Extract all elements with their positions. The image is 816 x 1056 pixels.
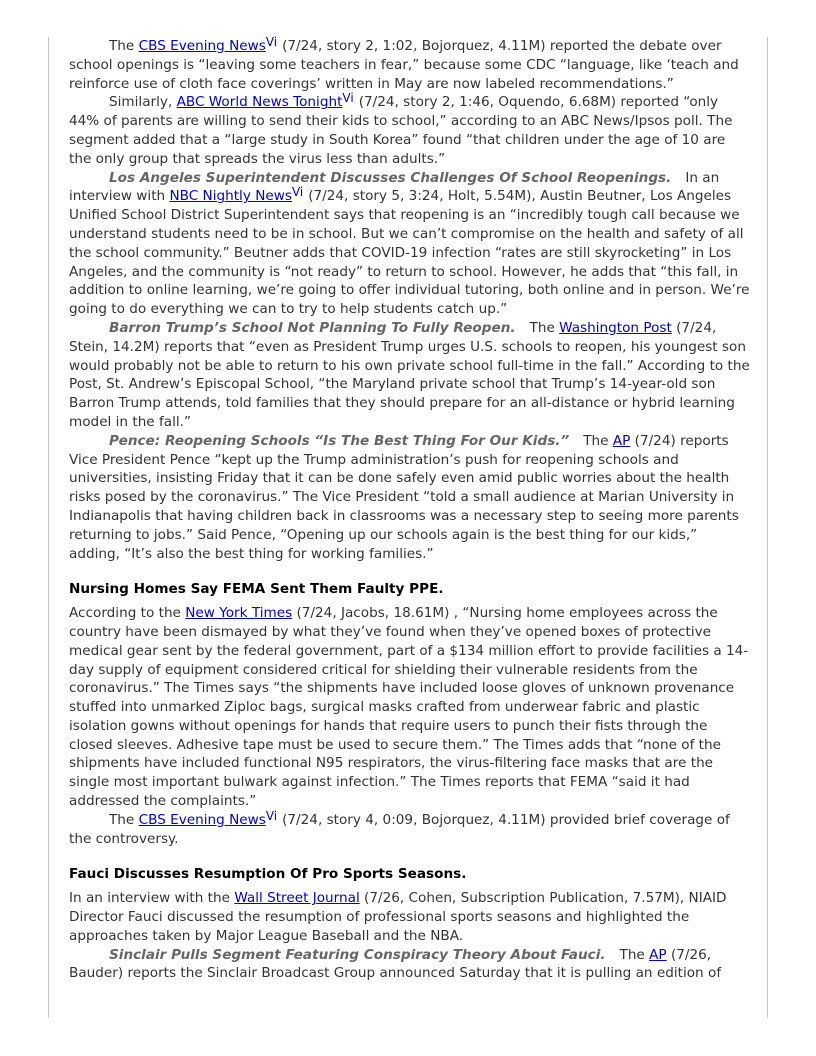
- document-page: [48, 37, 768, 1018]
- paragraph-barron-trump-school: Barron Trump’s School Not Planning To Fully Reopen. The Washington Post (7/24, Stein, 14.2M) reports that “even as President Trump urges U.S. schools to reopen, his youngest son would probably not be able to return to his own private school full-time in the fall.” According to the Post, St. Andrew’s Episcopal School, “the Maryland private school that Trump’s 14-year-old son Barron Trump attends, told families that they should prepare for an all-distance or hybrid learning model in the fall.”: [69, 319, 750, 430]
- link-ap[interactable]: AP: [612, 432, 631, 449]
- section-heading-fauci-sports: Fauci Discusses Resumption Of Pro Sports Seasons.: [69, 866, 467, 883]
- link-cbs-evening-news[interactable]: CBS Evening News: [138, 38, 266, 54]
- video-icon[interactable]: Vi: [265, 808, 278, 823]
- subheading: Barron Trump’s School Not Planning To Fully Reopen.: [109, 319, 516, 336]
- paragraph-cbs-brief-coverage: The CBS Evening News$^{Vi}$ (7/24, story 4, 0:09, Bojorquez, 4.11M) provided brief coverage of the controversy.: [69, 808, 730, 847]
- link-cbs-evening-news[interactable]: CBS Evening News: [138, 811, 266, 828]
- video-icon[interactable]: Vi: [342, 91, 354, 106]
- link-new-york-times[interactable]: New York Times: [185, 605, 293, 622]
- video-icon[interactable]: Vi: [291, 185, 304, 200]
- link-ap[interactable]: AP: [649, 946, 667, 963]
- paragraph-wsj-fauci-interview: In an interview with the Wall Street Journal (7/26, Cohen, Subscription Publication, 7.57M), NIAID Director Fauci discussed the resumption of professional sports seasons and highlighted the approaches taken by Major League Baseball and the NBA.: [69, 890, 727, 944]
- paragraph-la-superintendent: Los Angeles Superintendent Discusses Challenges Of School Reopenings. In an interview with NBC Nightly News$^{Vi}$ (7/24, story 5, 3:24, Holt, 5.54M), Austin Beutner, Los Angeles Unified School District Superintendent says that reopening is an “incredibly tough call because we understand students need to be in school. But we can’t compromise on the health and safety of all the school community.” Beutner adds that COVID-19 infection “rates are still skyrocketing” in Los Angeles, and the community is “not ready” to return to school. However, he adds that “this fall, in addition to online learning, we’re going to offer individual tutoring, both online and in person. We’re going to do everything we can to try to help students catch up.”: [69, 169, 750, 318]
- link-nbc-nightly-news[interactable]: NBC Nightly News: [169, 188, 292, 205]
- video-icon[interactable]: Vi: [265, 35, 278, 49]
- paragraph-pence-reopening: Pence: Reopening Schools “Is The Best Thing For Our Kids.” The AP (7/24) reports Vice President Pence “kept up the Trump administration’s push for reopening schools and universities, insisting Friday that it can be done safely even amid public worries about the health risks posed by the coronavirus.” The Vice President “told a small audience at Marian University in Indianapolis that having children back in classrooms was a necessary step to seeing more parents returning to jobs.” Said Pence, “Opening up our schools again is the best thing for our kids,” adding, “It’s also the best thing for working families.”: [69, 432, 739, 562]
- link-abc-world-news-tonight[interactable]: ABC World News Tonight: [176, 94, 343, 111]
- subheading: Pence: Reopening Schools “Is The Best Thing For Our Kids.”: [109, 432, 570, 449]
- document-content: [69, 37, 750, 983]
- paragraph-abc-parents-poll: Similarly, ABC World News Tonight$^{Vi}$ (7/24, story 2, 1:46, Oquendo, 6.68M) reported “only 44% of parents are willing to send their kids to school,” according to an ABC News/Ipsos poll. The segment added that a “large study in South Korea” found “that children under the age of 10 are the only group that spreads the virus less than adults.”: [69, 91, 733, 167]
- section-heading-nursing-homes: Nursing Homes Say FEMA Sent Them Faulty PPE.: [69, 581, 444, 598]
- subheading: Los Angeles Superintendent Discusses Challenges Of School Reopenings.: [109, 169, 672, 186]
- link-washington-post[interactable]: Washington Post: [559, 319, 672, 336]
- paragraph-cbs-school-debate: The CBS Evening News$^{Vi}$ (7/24, story 2, 1:02, Bojorquez, 4.11M) reported the debate over school openings is “leaving some teachers in fear,” because some CDC “language, like ‘teach and reinforce use of cloth face coverings’ written in May are now labeled recommendations.”: [69, 35, 739, 92]
- link-wall-street-journal[interactable]: Wall Street Journal: [234, 890, 360, 907]
- paragraph-sinclair-segment: Sinclair Pulls Segment Featuring Conspiracy Theory About Fauci. The AP (7/26, Bauder) reports the Sinclair Broadcast Group announced Saturday that it is pulling an edition of: [69, 946, 722, 982]
- subheading: Sinclair Pulls Segment Featuring Conspiracy Theory About Fauci.: [109, 946, 606, 963]
- paragraph-nyt-faulty-ppe: According to the New York Times (7/24, Jacobs, 18.61M) , “Nursing home employees across the country have been dismayed by what they’ve found when they’ve opened boxes of protective medical gear sent by the federal government, part of a $134 million effort to provide facilities a 14-day supply of equipment considered critical for shielding their vulnerable residents from the coronavirus.” The Times says “the shipments have included loose gloves of unknown provenance stuffed into unmarked Ziploc bags, surgical masks crafted from underwear fabric and plastic isolation gowns without openings for hands that require users to punch their fists through the closed sleeves. Adhesive tape must be used to secure them.” The Times adds that “none of the shipments have included functional N95 respirators, the virus-filtering face masks that are the single most important bulwark against infection.” The Times reports that FEMA “said it had addressed the complaints.”: [69, 605, 749, 810]
